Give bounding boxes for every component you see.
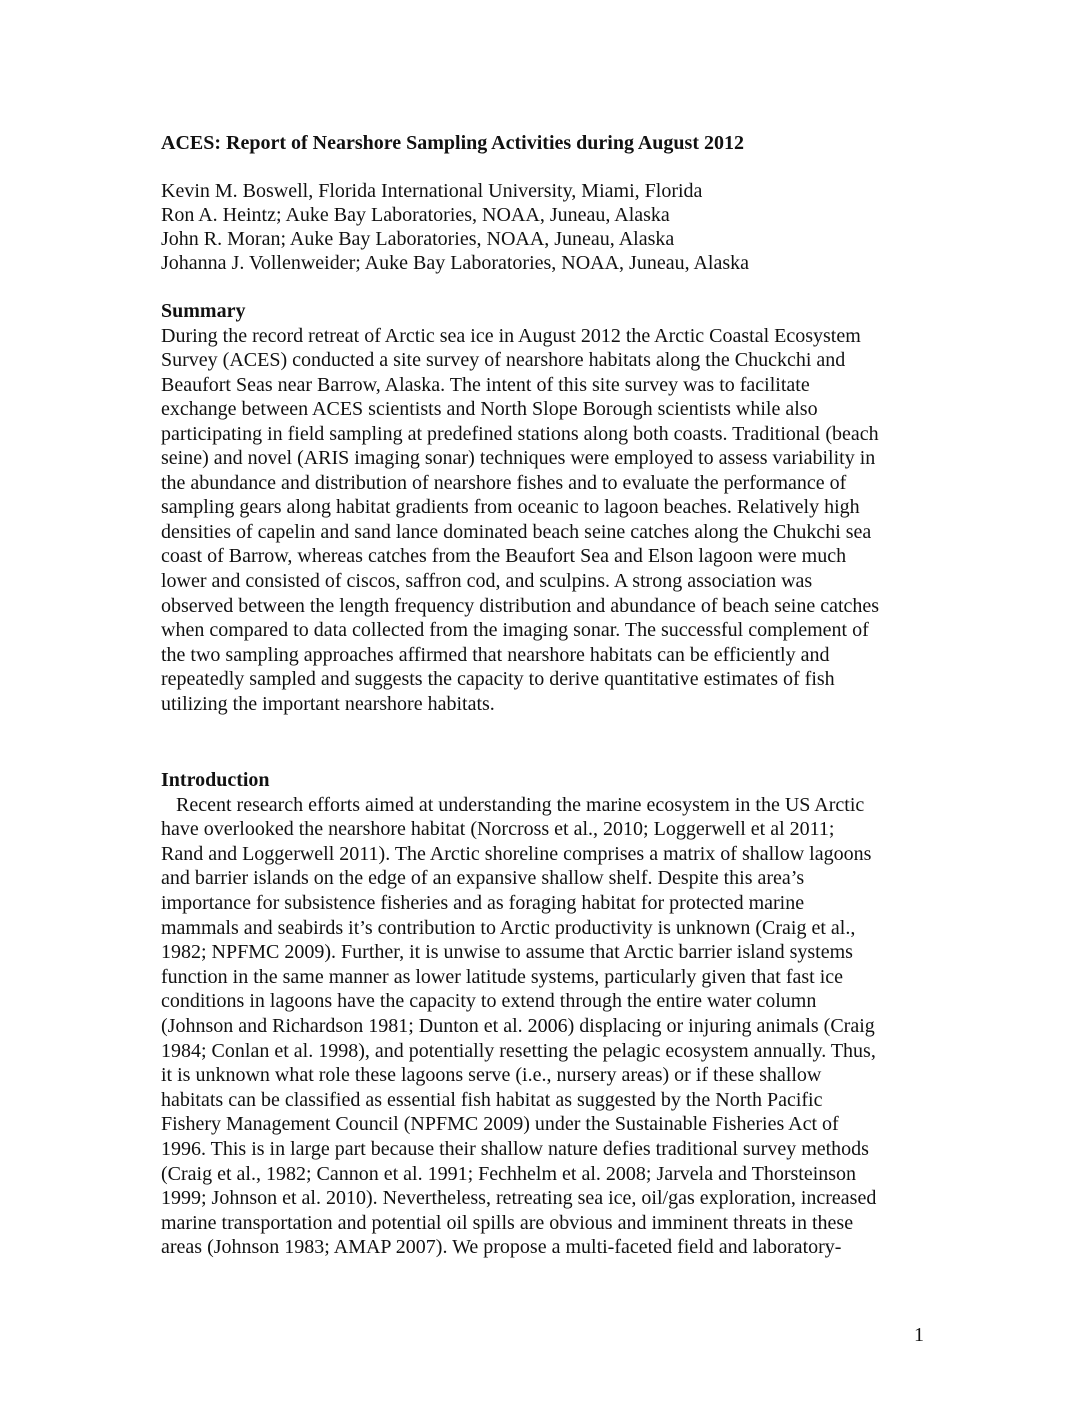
text-line: repeatedly sampled and suggests the capacity to derive quantitative estimates of fish xyxy=(161,668,835,691)
author-line: Kevin M. Boswell, Florida International University, Miami, Florida xyxy=(161,180,703,202)
text-line: Survey (ACES) conducted a site survey of nearshore habitats along the Chuckchi and xyxy=(161,349,846,372)
author-line: Johanna J. Vollenweider; Auke Bay Laboratories, NOAA, Juneau, Alaska xyxy=(161,252,750,274)
text-line: areas (Johnson 1983; AMAP 2007). We propose a multi-faceted field and laboratory- xyxy=(161,1236,842,1259)
text-line: utilizing the important nearshore habitats. xyxy=(161,692,495,715)
author-line: John R. Moran; Auke Bay Laboratories, NOAA, Juneau, Alaska xyxy=(161,228,675,250)
text-line: 1984; Conlan et al. 1998), and potentially resetting the pelagic ecosystem annually. Thus, xyxy=(161,1039,876,1062)
text-line: function in the same manner as lower latitude systems, particularly given that fast ice xyxy=(161,965,844,988)
text-line: it is unknown what role these lagoons serve (i.e., nursery areas) or if these shallow xyxy=(161,1064,822,1087)
text-line: coast of Barrow, whereas catches from the Beaufort Sea and Elson lagoon were much xyxy=(161,545,847,568)
text-line: 1999; Johnson et al. 2010). Nevertheless, retreating sea ice, oil/gas exploration, increased xyxy=(161,1187,877,1210)
text-line: and barrier islands on the edge of an expansive shallow shelf. Despite this area’s xyxy=(161,867,805,890)
text-line: habitats can be classified as essential fish habitat as suggested by the North Pacific xyxy=(161,1088,823,1111)
text-line: importance for subsistence fisheries and as foraging habitat for protected marine xyxy=(161,891,805,914)
text-line: (Craig et al., 1982; Cannon et al. 1991; Fechhelm et al. 2008; Jarvela and Thorsteinson xyxy=(161,1162,857,1185)
text-line: lower and consisted of ciscos, saffron cod, and sculpins. A strong association was xyxy=(161,570,813,592)
author-line: Ron A. Heintz; Auke Bay Laboratories, NOAA, Juneau, Alaska xyxy=(161,204,670,226)
text-line: Rand and Loggerwell 2011). The Arctic shoreline comprises a matrix of shallow lagoons xyxy=(161,842,872,865)
summary-heading: Summary xyxy=(161,300,246,322)
text-line: Fishery Management Council (NPFMC 2009) under the Sustainable Fisheries Act of xyxy=(161,1113,839,1136)
document-title: ACES: Report of Nearshore Sampling Activities during August 2012 xyxy=(161,132,744,154)
text-line: conditions in lagoons have the capacity to extend through the entire water column xyxy=(161,990,817,1013)
text-line: During the record retreat of Arctic sea ice in August 2012 the Arctic Coastal Ecosystem xyxy=(161,324,861,347)
text-line: the two sampling approaches affirmed that nearshore habitats can be efficiently and xyxy=(161,643,830,666)
text-line: 1982; NPFMC 2009). Further, it is unwise to assume that Arctic barrier island systems xyxy=(161,941,853,964)
text-line: exchange between ACES scientists and North Slope Borough scientists while also xyxy=(161,398,818,421)
text-line: mammals and seabirds it’s contribution to Arctic productivity is unknown (Craig et al., xyxy=(161,916,856,939)
text-line: Beaufort Seas near Barrow, Alaska. The intent of this site survey was to facilitate xyxy=(161,373,810,396)
text-line: participating in field sampling at predefined stations along both coasts. Traditional (beach xyxy=(161,422,879,445)
text-line: observed between the length frequency distribution and abundance of beach seine catches xyxy=(161,594,880,617)
text-line: marine transportation and potential oil spills are obvious and imminent threats in these xyxy=(161,1211,854,1234)
text-line: 1996. This is in large part because their shallow nature defies traditional survey methods xyxy=(161,1137,869,1160)
text-line: Recent research efforts aimed at understanding the marine ecosystem in the US Arctic xyxy=(176,793,865,816)
text-line: densities of capelin and sand lance dominated beach seine catches along the Chukchi sea xyxy=(161,520,872,543)
text-line: sampling gears along habitat gradients from oceanic to lagoon beaches. Relatively high xyxy=(161,496,860,519)
text-line: have overlooked the nearshore habitat (Norcross et al., 2010; Loggerwell et al 2011; xyxy=(161,818,835,841)
text-line: seine) and novel (ARIS imaging sonar) techniques were employed to assess variability in xyxy=(161,447,876,470)
text-line: the abundance and distribution of nearshore fishes and to evaluate the performance of xyxy=(161,471,847,494)
text-line: (Johnson and Richardson 1981; Dunton et al. 2006) displacing or injuring animals (Craig xyxy=(161,1014,875,1037)
introduction-heading: Introduction xyxy=(161,769,270,791)
text-line: when compared to data collected from the imaging sonar. The successful complement of xyxy=(161,619,869,642)
page-number: 1 xyxy=(914,1324,924,1346)
